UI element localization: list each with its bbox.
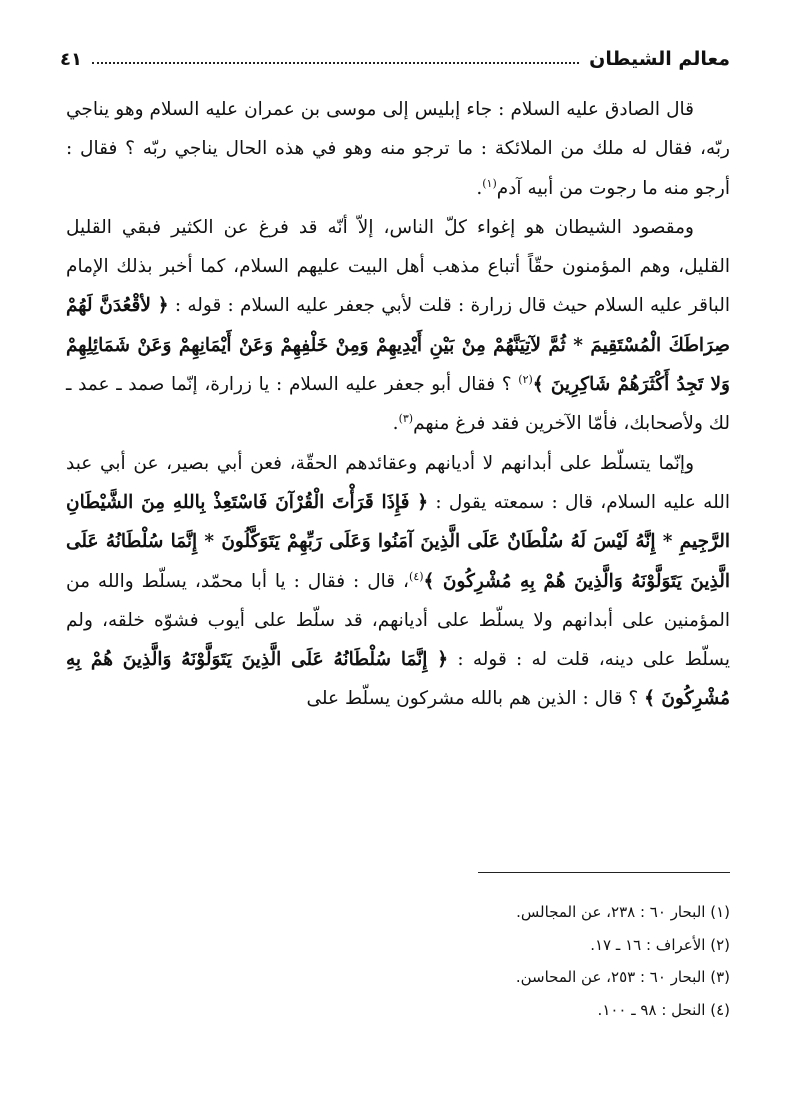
quran-verse-1: ﴿ لأقْعُدَنَّ لَهُمْ صِرَاطَكَ الْمُسْتَقِيمَ * ثُمَّ لآتِيَنَّهُمْ مِنْ بَيْنِ أَيْدِيهِمْ وَمِنْ خَلْفِهِمْ وَعَنْ أَيْمَانِهِمْ وَعَنْ شَمَائِلِهِمْ وَلا تَجِدُ أَكْثَرَهُمْ شَاكِرِينَ ﴾ xyxy=(66,295,730,396)
footnote-ref-2: (٢) xyxy=(518,372,533,386)
footnote-3: (٣) البحار ٦٠ : ٢٥٣، عن المحاسن. xyxy=(515,968,730,986)
paragraph-2-text-b: ؟ فقال أبو جعفر عليه السلام : يا زرارة، إنّما صمد ـ عمد ـ لك ولأصحابك، فأمّا الآخرين فقد فرغ منهم xyxy=(66,374,730,435)
footnote-ref-3: (٣) xyxy=(398,412,414,426)
footnote-ref-4: (٤) xyxy=(409,569,424,583)
footnote-1: (١) البحار ٦٠ : ٢٣٨، عن المجالس. xyxy=(516,903,730,921)
header-dot-leader xyxy=(92,62,579,64)
paragraph-1-text: قال الصادق عليه السلام : جاء إبليس إلى موسى بن عمران عليه السلام وهو يناجي ربّه، فقال له ملك من الملائكة : ما ترجو منه وهو في هذه الحال يناجي ربّه ؟ فقال : أرجو منه ما رجوت من أبيه آدم xyxy=(66,99,730,199)
running-header xyxy=(60,44,730,74)
footnote-divider xyxy=(478,872,730,873)
paragraph-3 xyxy=(66,444,730,719)
paragraph-3-text-b: ، قال : فقال : يا أبا محمّد، يسلّط والله من المؤمنين على أبدانهم ولا يسلّط على أديانهم، قد سلّط على أيوب فشوّه خلقه، ولم يسلّط على دينه، قلت له : قوله : xyxy=(66,570,730,671)
paragraph-1 xyxy=(66,90,730,208)
page-number: ٤١ xyxy=(60,48,82,70)
chapter-title: معالم الشيطان xyxy=(589,48,730,70)
footnote-2: (٢) الأعراف : ١٦ ـ ١٧. xyxy=(590,935,730,954)
paragraph-3-text-a: وإنّما يتسلّط على أبدانهم لا أديانهم وعقائدهم الحقّة، فعن أبي بصير، عن أبي عبد الله عليه السلام، قال : سمعته يقول : xyxy=(66,452,730,513)
paragraph-2-text-a: ومقصود الشيطان هو إغواء كلّ الناس، إلاّ أنّه قد فرغ عن الكثير فبقي القليل القليل، وهم المؤمنون حقّاً أتباع مذهب أهل البيت عليهم السلام، كما أخبر بذلك الإمام الباقر عليه السلام حيث قال زرارة : قلت لأبي جعفر عليه السلام : قوله : xyxy=(66,216,730,317)
paragraph-1-end: . xyxy=(476,177,483,199)
paragraph-2-end: . xyxy=(392,413,399,435)
quran-verse-3: ﴿ إِنَّمَا سُلْطَانُهُ عَلَى الَّذِينَ يَتَوَلَّوْنَهُ وَالَّذِينَ هُمْ بِهِ مُشْرِكُونَ ﴾ xyxy=(66,649,730,710)
paragraph-3-text-c: ؟ قال : الذين هم بالله مشركون يسلّط على xyxy=(306,688,639,710)
quran-verse-2: ﴿ فَإِذَا قَرَأْتَ الْقُرْآنَ فَاسْتَعِذْ بِاللهِ مِنَ الشَّيْطَانِ الرَّجِيمِ * إِنَّهُ لَيْسَ لَهُ سُلْطَانٌ عَلَى الَّذِينَ آمَنُوا وَعَلَى رَبِّهِمْ يَتَوَكَّلُونَ * إِنَّمَا سُلْطَانُهُ عَلَى الَّذِينَ يَتَوَلَّوْنَهُ وَالَّذِينَ هُمْ بِهِ مُشْرِكُونَ ﴾ xyxy=(66,491,730,592)
paragraph-2 xyxy=(66,208,730,444)
main-text xyxy=(66,90,730,719)
footnotes xyxy=(230,896,730,1026)
footnote-4: (٤) النحل : ٩٨ ـ ١٠٠. xyxy=(597,1000,730,1019)
footnote-ref-1: (١) xyxy=(482,176,497,190)
